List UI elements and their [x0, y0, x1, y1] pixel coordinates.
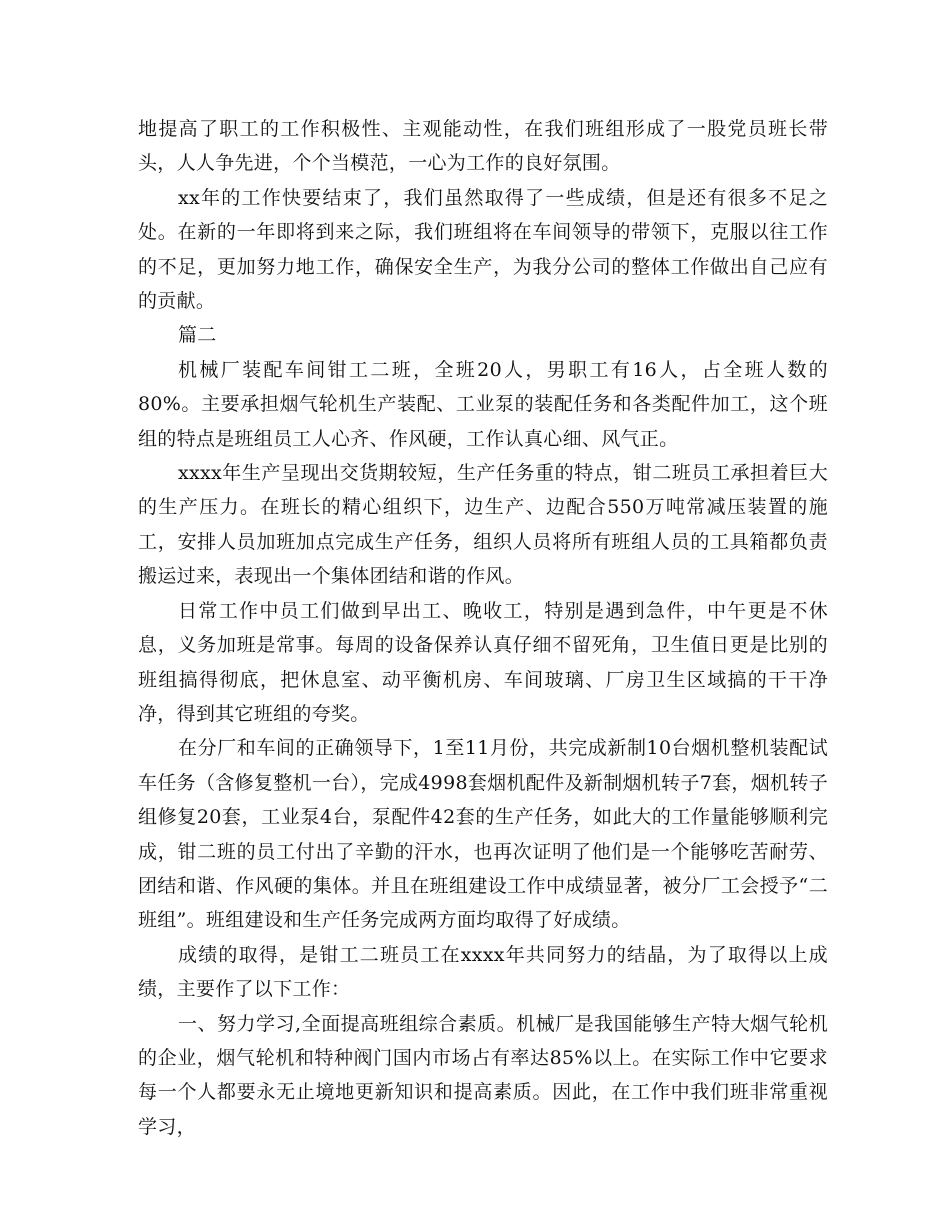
paragraph-3: 机械厂装配车间钳工二班，全班20人，男职工有16人，占全班人数的80%。主要承担烟气轮机生产装配、工业泵的装配任务和各类配件加工，这个班组的特点是班组员工人心齐、作风硬，工作认真心细、风气正。 — [138, 358, 828, 450]
paragraph-4: xxxx年生产呈现出交货期较短，生产任务重的特点，钳二班员工承担着巨大的生产压力。在班长的精心组织下，边生产、边配合550万吨常减压装置的施工，安排人员加班加点完成生产任务，组织人员将所有班组人员的工具箱都负责搬运过来，表现出一个集体团结和谐的作风。 — [138, 462, 828, 588]
paragraph-8: 一、努力学习,全面提高班组综合素质。机械厂是我国能够生产特大烟气轮机的企业，烟气轮机和特种阀门国内市场占有率达85%以上。在实际工作中它要求每一个人都要永无止境地更新知识和提高素质。因此，在工作中我们班非常重视学习， — [138, 1012, 828, 1138]
paragraph-5: 日常工作中员工们做到早出工、晚收工，特别是遇到急件，中午更是不休息，义务加班是常事。每周的设备保养认真仔细不留死角，卫生值日更是比别的班组搞得彻底，把休息室、动平衡机房、车间玻璃、厂房卫生区域搞的干干净净，得到其它班组的夸奖。 — [138, 599, 828, 725]
paragraph-7: 成绩的取得，是钳工二班员工在xxxx年共同努力的结晶，为了取得以上成绩，主要作了以下工作： — [138, 943, 828, 1001]
paragraph-6: 在分厂和车间的正确领导下，1至11月份，共完成新制10台烟机整机装配试车任务（含修复整机一台），完成4998套烟机配件及新制烟机转子7套，烟机转子组修复20套，工业泵4台，泵配件42套的生产任务，如此大的工作量能够顺利完成，钳二班的员工付出了辛勤的汗水，也再次证明了他们是一个能够吃苦耐劳、团结和谐、作风硬的集体。并且在班组建设工作中成绩显著，被分厂工会授予“二班组”。班组建设和生产任务完成两方面均取得了好成绩。 — [138, 737, 828, 932]
section-heading: 篇二 — [178, 324, 217, 347]
paragraph-1: 地提高了职工的工作积极性、主观能动性，在我们班组形成了一股党员班长带头，人人争先进，个个当模范，一心为工作的良好氛围。 — [138, 118, 828, 175]
paragraph-2: xx年的工作快要结束了，我们虽然取得了一些成绩，但是还有很多不足之处。在新的一年即将到来之际，我们班组将在车间领导的带领下，克服以往工作的不足，更加努力地工作，确保安全生产，为我分公司的整体工作做出自己应有的贡献。 — [138, 186, 828, 313]
document-body — [138, 112, 828, 1144]
